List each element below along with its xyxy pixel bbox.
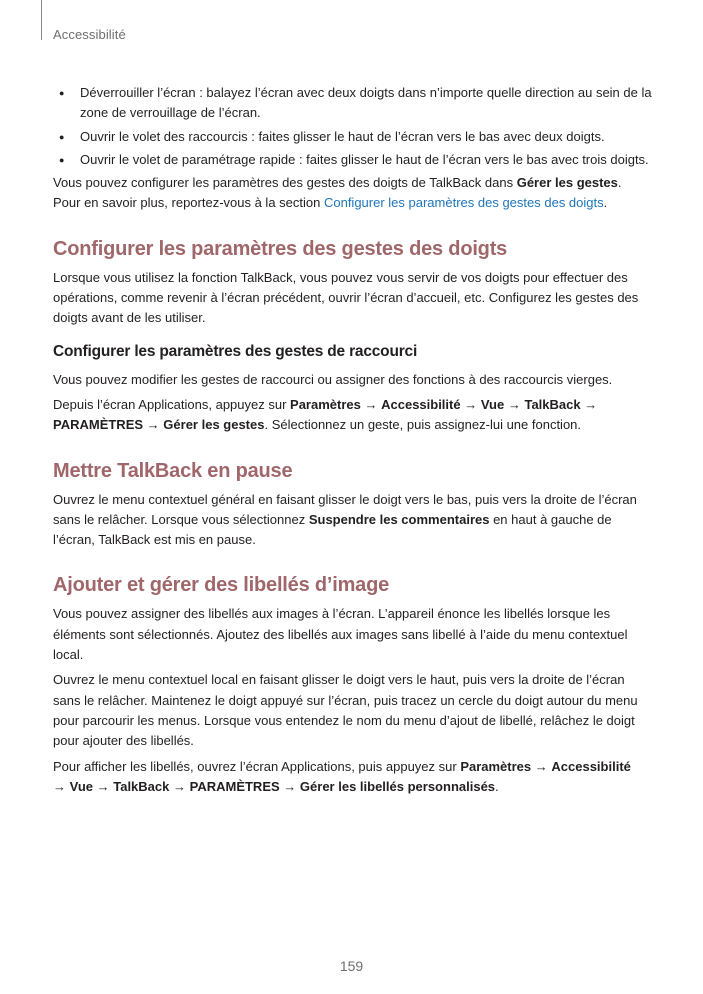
bullet-icon: ● bbox=[59, 131, 65, 142]
settings-path-paragraph: Pour afficher les libellés, ouvrez l’écran Applications, puis appuyez sur Paramètres → Accessibilité → Vue → TalkBack → PARAMÈTRES → Gérer les libellés personnalisés. bbox=[53, 758, 631, 794]
list-item: ● Ouvrir le volet de paramétrage rapide : faites glisser le haut de l’écran vers le bas avec trois doigts. bbox=[53, 150, 655, 170]
section-body: Ouvrez le menu contextuel local en faisant glisser le doigt vers le haut, puis vers la droite de l’écran sans le relâcher. Maintenez le doigt appuyé sur l’écran, puis tracez un cercle du doigt autour du menu pour parcourir les menus. Lorsque vous entendez le nom du menu d’ajout de libellé, relâchez le doigt pour ajouter des libellés. bbox=[53, 672, 638, 749]
subsection-body: Vous pouvez modifier les gestes de raccourci ou assigner des fonctions à des raccourcis vierges. bbox=[53, 371, 613, 387]
header-side-rule bbox=[41, 0, 42, 40]
list-item: ● Déverrouiller l’écran : balayez l’écran avec deux doigts dans n’importe quelle direction au sein de la zone de verrouillage de l’écran. bbox=[59, 85, 652, 121]
list-item: ● Ouvrir le volet des raccourcis : faites glisser le haut de l’écran vers le bas avec deux doigts. bbox=[53, 127, 655, 147]
section-heading-finger-gestures: Configurer les paramètres des gestes des doigts bbox=[53, 237, 508, 260]
bullet-icon: ● bbox=[59, 154, 65, 165]
settings-path-paragraph: Depuis l’écran Applications, appuyez sur Paramètres → Accessibilité → Vue → TalkBack → PARAMÈTRES → Gérer les gestes. Sélectionnez un geste, puis assignez-lui une fonction. bbox=[53, 396, 598, 433]
bullet-icon: ● bbox=[59, 88, 65, 98]
section-link[interactable]: Configurer les paramètres des gestes des doigts bbox=[323, 195, 604, 211]
section-body: Lorsque vous utilisez la fonction TalkBack, vous pouvez vous servir de vos doigts pour effectuer des opérations, comme revenir à l’écran précédent, ouvrir l’écran d’accueil, etc. Configurez les gestes des doigts avant de les utiliser. bbox=[53, 269, 639, 326]
subsection-heading-shortcut-gestures: Configurer les paramètres des gestes de raccourci bbox=[53, 342, 418, 360]
page-header: Accessibilité bbox=[53, 27, 126, 42]
page-content bbox=[53, 83, 655, 797]
section-body: Ouvrez le menu contextuel général en faisant glisser le doigt vers le bas, puis vers la droite de l’écran sans le relâcher. Lorsque vous sélectionnez Suspendre les commentaires en haut à gauche de l’écran, TalkBack est mis en pause. bbox=[53, 491, 637, 548]
section-heading-image-labels: Ajouter et gérer des libellés d’image bbox=[53, 574, 390, 597]
intro-paragraph: Vous pouvez configurer les paramètres des gestes des doigts de TalkBack dans Gérer les gestes. Pour en savoir plus, reportez-vous à la section Configurer les paramètres des gestes des doigts. bbox=[53, 175, 622, 211]
gesture-list bbox=[53, 83, 655, 170]
page-number: 159 bbox=[339, 958, 364, 974]
section-body: Vous pouvez assigner des libellés aux images à l’écran. L’appareil énonce les libellés lorsque les éléments sont sélectionnés. Ajoutez des libellés aux images sans libellé à l’aide du menu contextuel local. bbox=[53, 606, 628, 663]
section-heading-pause-talkback: Mettre TalkBack en pause bbox=[53, 459, 293, 482]
